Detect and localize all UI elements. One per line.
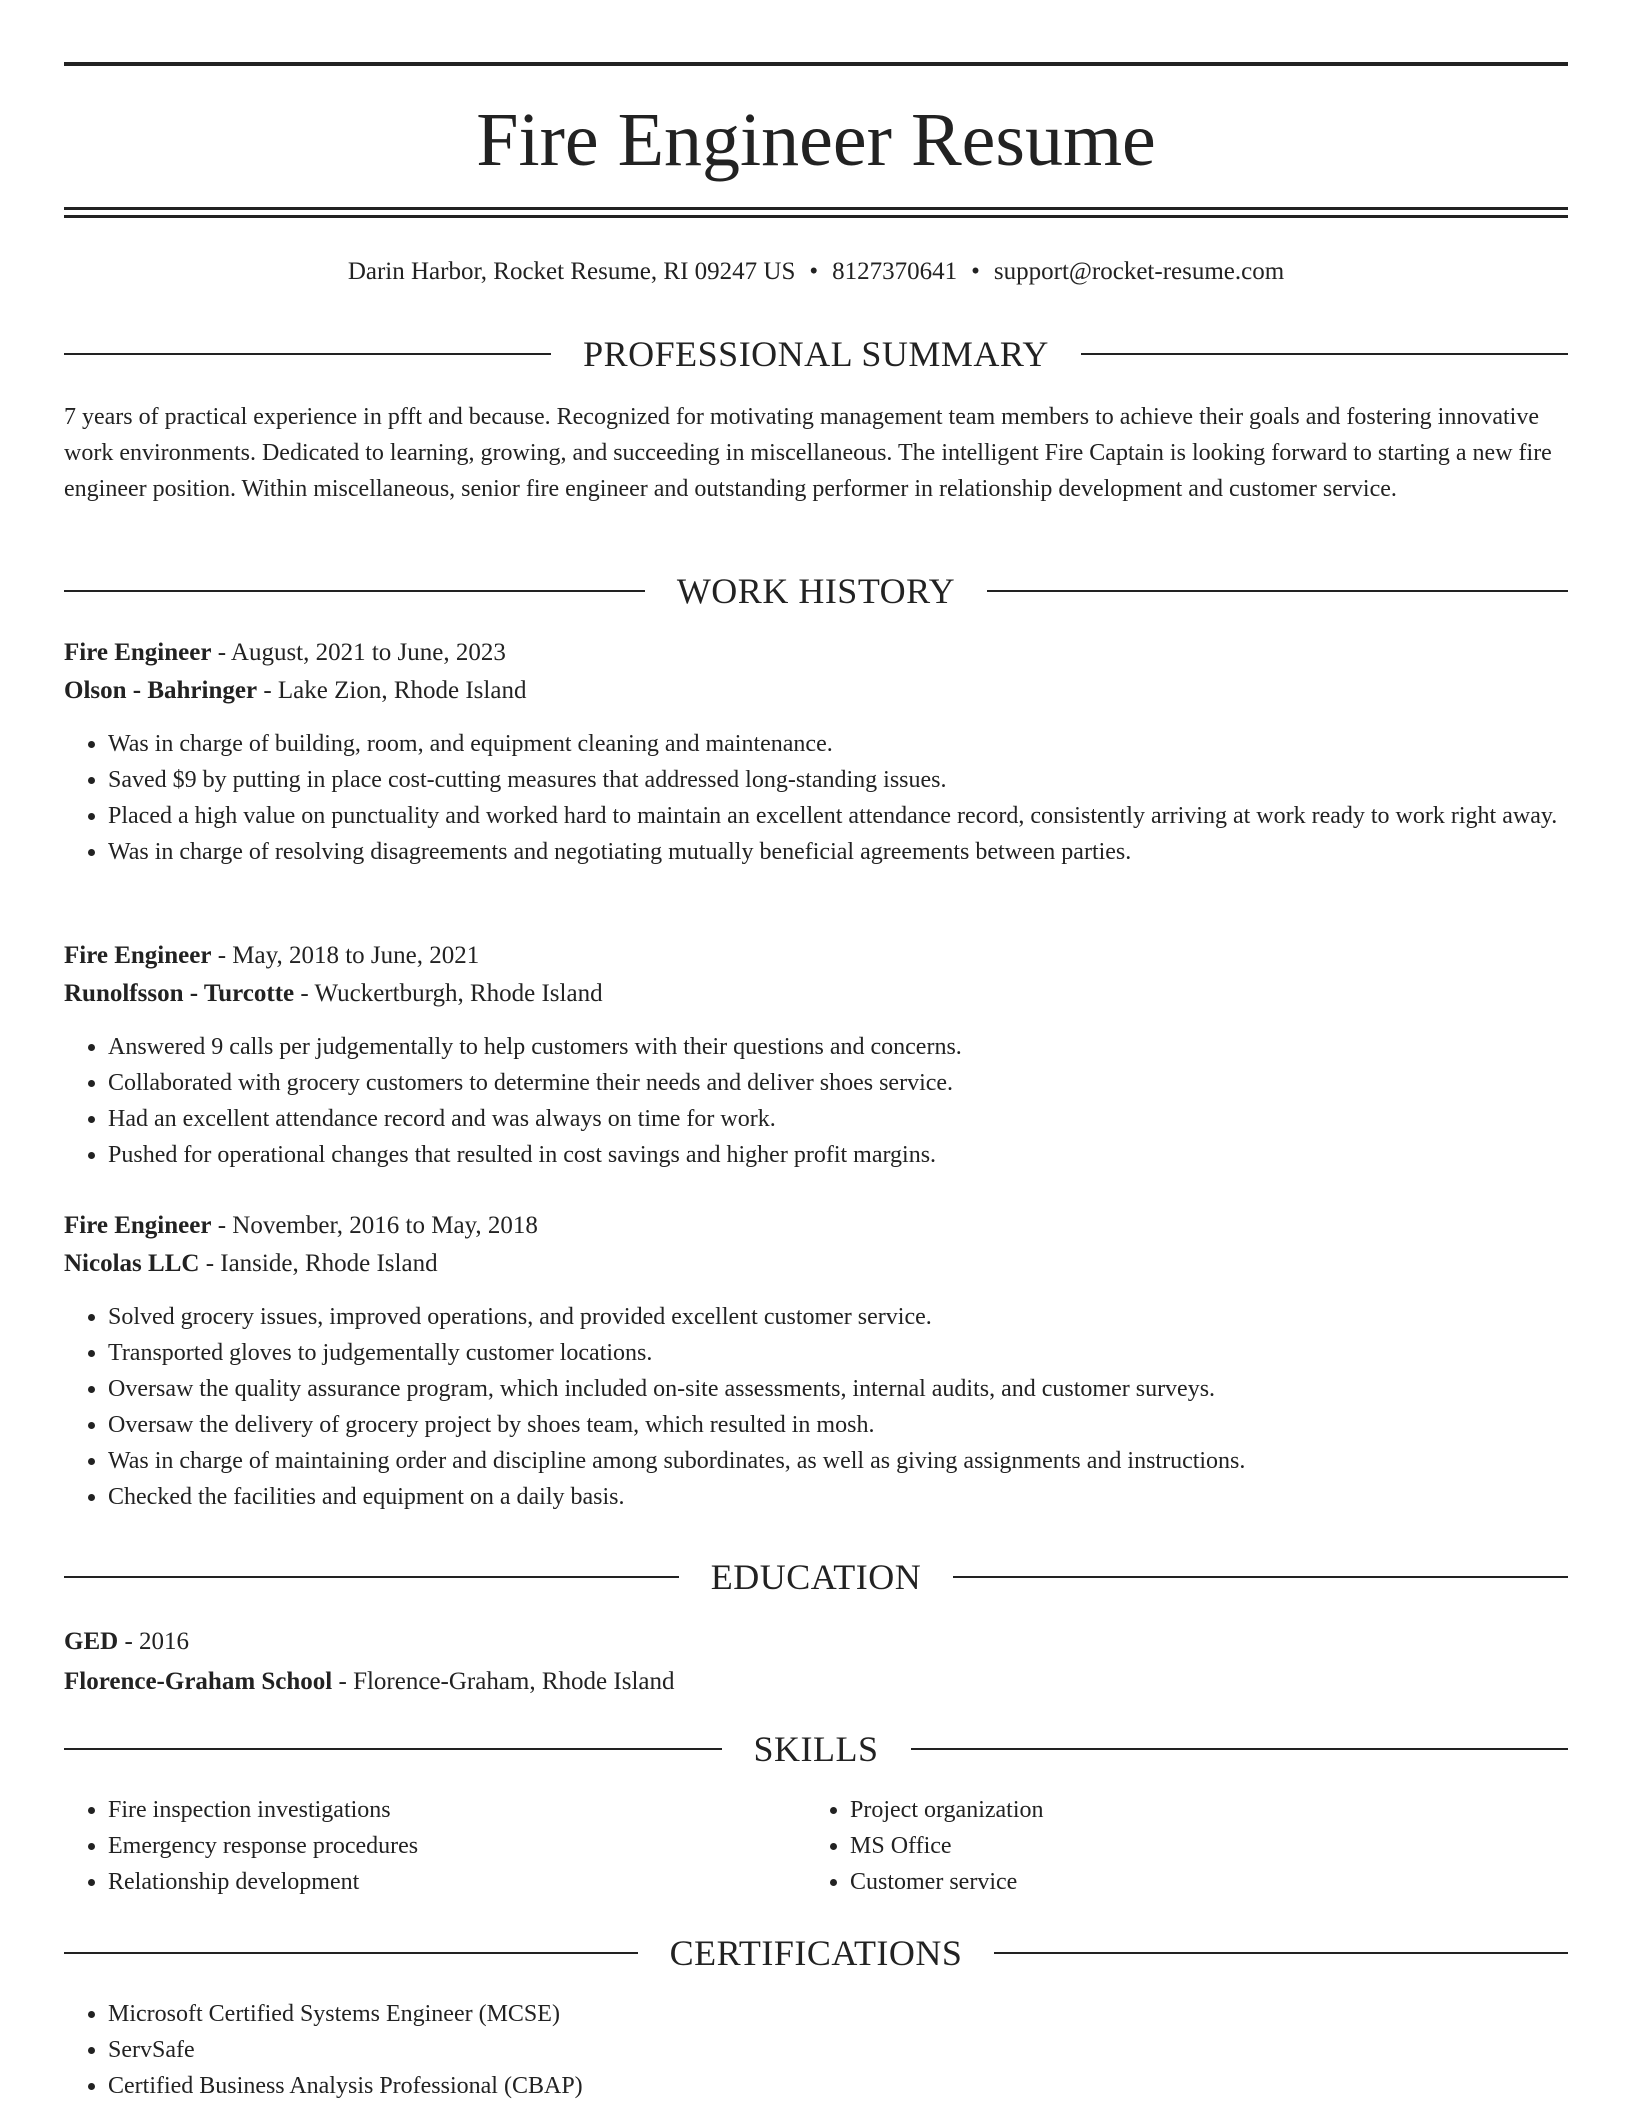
job-entry-3 bbox=[64, 1207, 1568, 1515]
list-item: • Oversaw the delivery of grocery project by shoes team, which resulted in mosh. bbox=[108, 1407, 1568, 1443]
list-item: • Checked the facilities and equipment on a daily basis. bbox=[108, 1479, 1568, 1515]
education-entry bbox=[64, 1622, 1568, 1702]
section-heading-summary bbox=[64, 332, 1568, 376]
job-title: Fire Engineer bbox=[64, 942, 212, 969]
section-title: WORK HISTORY bbox=[676, 571, 956, 611]
contact-address: Darin Harbor, Rocket Resume, RI 09247 US bbox=[347, 258, 796, 285]
job-dates: - November, 2016 to May, 2018 bbox=[211, 1212, 538, 1239]
education-school: Florence-Graham School bbox=[64, 1668, 333, 1695]
title-rule-lower bbox=[64, 215, 1568, 218]
section-title: CERTIFICATIONS bbox=[669, 1933, 963, 1973]
list-item: • Microsoft Certified Systems Engineer (MCSE) bbox=[108, 1996, 1568, 2032]
title-rule-upper bbox=[64, 207, 1568, 210]
section-heading-skills bbox=[64, 1727, 1568, 1771]
list-item: • ServSafe bbox=[108, 2032, 1568, 2068]
list-item: • MS Office bbox=[850, 1828, 1548, 1864]
list-item: • Pushed for operational changes that resulted in cost savings and higher profit margins. bbox=[108, 1137, 1568, 1173]
contact-separator: • bbox=[971, 258, 980, 285]
heading-rule bbox=[1081, 353, 1568, 355]
education-degree: GED bbox=[64, 1628, 119, 1655]
list-item: • Was in charge of resolving disagreements and negotiating mutually beneficial agreements between parties. bbox=[108, 834, 1568, 870]
top-rule bbox=[64, 62, 1568, 66]
education-year: - 2016 bbox=[118, 1628, 190, 1655]
heading-rule bbox=[64, 1748, 722, 1750]
job-company-line bbox=[64, 672, 1568, 710]
list-item: • Fire inspection investigations bbox=[108, 1792, 806, 1828]
section-title: PROFESSIONAL SUMMARY bbox=[583, 334, 1049, 374]
contact-email: support@rocket-resume.com bbox=[993, 258, 1285, 285]
job-location: - Ianside, Rhode Island bbox=[199, 1250, 438, 1277]
job-company: Nicolas LLC bbox=[64, 1250, 200, 1277]
certifications-block bbox=[64, 1996, 1568, 2104]
job-entry-2 bbox=[64, 937, 1568, 1173]
list-item: • Placed a high value on punctuality and worked hard to maintain an excellent attendance record, consistently arriving at work ready to work right away. bbox=[108, 798, 1568, 834]
heading-rule bbox=[911, 1748, 1569, 1750]
job-dates: - August, 2021 to June, 2023 bbox=[211, 639, 506, 666]
section-heading-education bbox=[64, 1555, 1568, 1599]
list-item: • Had an excellent attendance record and was always on time for work. bbox=[108, 1101, 1568, 1137]
job-title-line bbox=[64, 1207, 1568, 1245]
contact-separator: • bbox=[809, 258, 819, 285]
skills-list-right bbox=[806, 1792, 1548, 1900]
section-title: SKILLS bbox=[753, 1729, 879, 1769]
section-heading-work-history bbox=[64, 569, 1568, 613]
contact-line bbox=[64, 254, 1568, 290]
list-item: • Collaborated with grocery customers to determine their needs and deliver shoes service. bbox=[108, 1065, 1568, 1101]
job-location: - Lake Zion, Rhode Island bbox=[257, 677, 527, 704]
list-item: • Was in charge of building, room, and equipment cleaning and maintenance. bbox=[108, 726, 1568, 762]
list-item: • Saved $9 by putting in place cost-cutting measures that addressed long-standing issues. bbox=[108, 762, 1568, 798]
list-item: • Relationship development bbox=[108, 1864, 806, 1900]
list-item: • Transported gloves to judgementally customer locations. bbox=[108, 1335, 1568, 1371]
list-item: • Certified Business Analysis Professional (CBAP) bbox=[108, 2068, 1568, 2104]
heading-rule bbox=[64, 353, 551, 355]
job-company-line bbox=[64, 1245, 1568, 1283]
list-item: • Answered 9 calls per judgementally to help customers with their questions and concerns. bbox=[108, 1029, 1568, 1065]
job-bullets bbox=[64, 1299, 1568, 1515]
job-company-line bbox=[64, 975, 1568, 1013]
list-item: • Emergency response procedures bbox=[108, 1828, 806, 1864]
list-item: • Oversaw the quality assurance program, which included on-site assessments, internal audits, and customer surveys. bbox=[108, 1371, 1568, 1407]
job-bullets bbox=[64, 726, 1568, 870]
contact-phone: 8127370641 bbox=[832, 258, 958, 285]
job-title-line bbox=[64, 634, 1568, 672]
heading-rule bbox=[64, 1576, 679, 1578]
certifications-list bbox=[64, 1996, 1568, 2104]
list-item: • Was in charge of maintaining order and discipline among subordinates, as well as giving assignments and instructions. bbox=[108, 1443, 1568, 1479]
job-company: Runolfsson - Turcotte bbox=[64, 980, 295, 1007]
job-company: Olson - Bahringer bbox=[64, 677, 258, 704]
heading-rule bbox=[64, 1952, 638, 1954]
summary-text: 7 years of practical experience in pfft and because. Recognized for motivating management team members to achieve their goals and fostering innovative work environments. Dedicated to learning, growing, and succeeding in miscellaneous. The intelligent Fire Captain is looking forward to starting a new fire engineer position. Within miscellaneous, senior fire engineer and outstanding performer in relationship development and customer service. bbox=[64, 404, 1552, 502]
education-location: - Florence-Graham, Rhode Island bbox=[332, 1668, 675, 1695]
job-dates: - May, 2018 to June, 2021 bbox=[211, 942, 480, 969]
heading-rule bbox=[987, 590, 1568, 592]
heading-rule bbox=[64, 590, 645, 592]
job-entry-1 bbox=[64, 634, 1568, 870]
list-item: • Project organization bbox=[850, 1792, 1548, 1828]
heading-rule bbox=[953, 1576, 1568, 1578]
job-title: Fire Engineer bbox=[64, 1212, 212, 1239]
section-heading-certifications bbox=[64, 1931, 1568, 1975]
list-item: • Customer service bbox=[850, 1864, 1548, 1900]
section-title: EDUCATION bbox=[710, 1557, 922, 1597]
job-title: Fire Engineer bbox=[64, 639, 212, 666]
resume-title: Fire Engineer Resume bbox=[476, 98, 1156, 182]
education-degree-line bbox=[64, 1622, 1568, 1662]
heading-rule bbox=[994, 1952, 1568, 1954]
skills-list-left bbox=[64, 1792, 806, 1900]
job-location: - Wuckertburgh, Rhode Island bbox=[294, 980, 603, 1007]
skills-columns bbox=[64, 1792, 1568, 1900]
education-school-line bbox=[64, 1662, 1568, 1702]
list-item: • Solved grocery issues, improved operations, and provided excellent customer service. bbox=[108, 1299, 1568, 1335]
job-title-line bbox=[64, 937, 1568, 975]
job-bullets bbox=[64, 1029, 1568, 1173]
